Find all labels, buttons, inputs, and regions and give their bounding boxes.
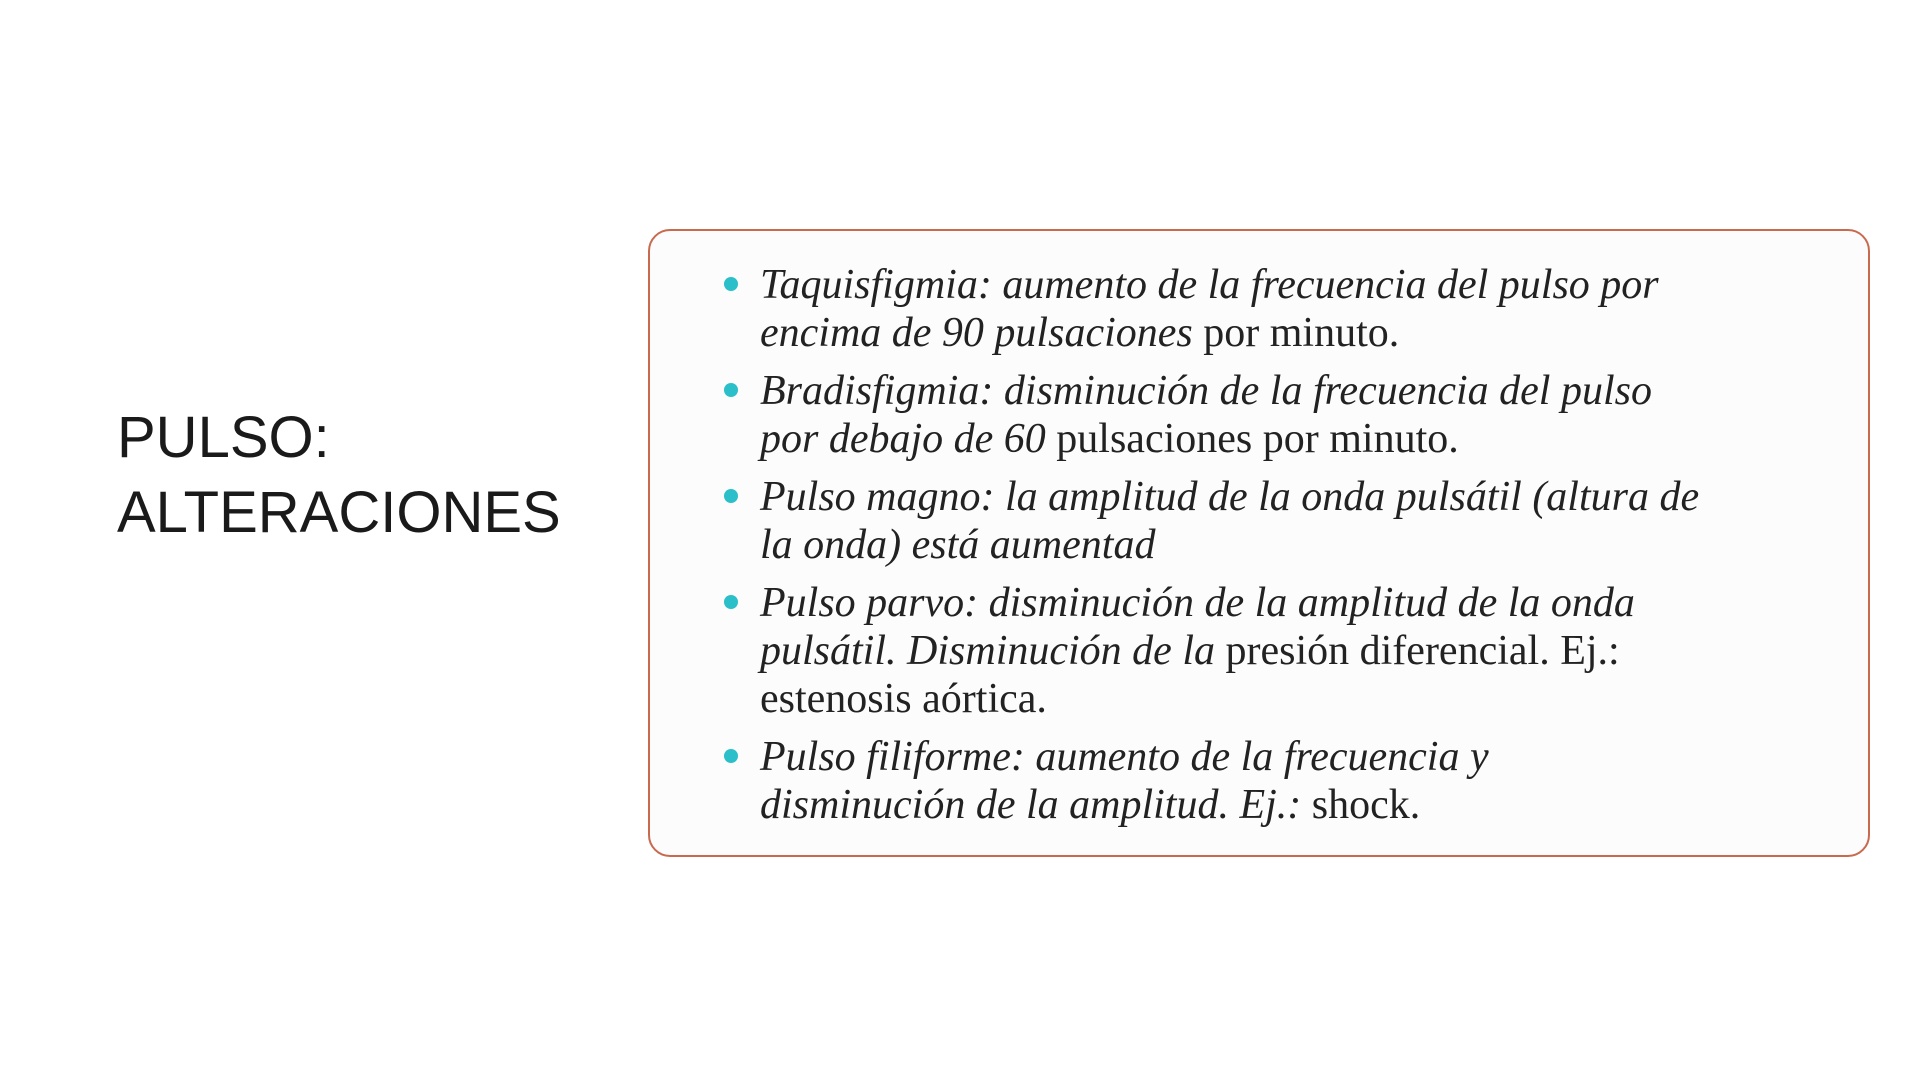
bullet-dot-icon [724,489,738,503]
bullet-dot-icon [724,749,738,763]
list-item-pulso-filiforme [760,733,1828,829]
item-text: Bradisfigmia: disminución de la frecuencia del pulso [760,368,1652,414]
list-item-pulso-parvo [760,579,1828,723]
item-text: Taquisfigmia: aumento de la frecuencia del pulso por [760,262,1659,308]
item-text: encima de 90 pulsaciones [760,310,1193,356]
item-text: estenosis aórtica. [760,676,1047,722]
alterations-list [650,231,1868,829]
content-box [648,229,1870,857]
item-text: shock. [1301,782,1421,828]
item-text: disminución de la amplitud. Ej.: [760,782,1302,828]
item-text: pulsaciones por minuto. [1045,416,1459,462]
slide-title-line-1: PULSO: [117,405,330,470]
list-item-pulso-magno [760,473,1828,569]
slide-title-line-2: ALTERACIONES [117,480,561,545]
item-text: por minuto. [1192,310,1400,356]
item-text: presión diferencial. Ej.: [1215,628,1620,674]
item-text: Pulso magno: la amplitud de la onda pulsátil (altura de [760,474,1700,520]
bullet-dot-icon [724,383,738,397]
bullet-dot-icon [724,595,738,609]
item-text: la onda) está aumentad [760,522,1156,568]
list-item-taquisfigmia [760,261,1828,357]
slide-title [117,400,637,550]
item-text: pulsátil. Disminución de la [760,628,1215,674]
item-text: Pulso parvo: disminución de la amplitud de la onda [760,580,1635,626]
item-text: Pulso filiforme: aumento de la frecuencia y [760,734,1489,780]
list-item-bradisfigmia [760,367,1828,463]
bullet-dot-icon [724,277,738,291]
item-text: por debajo de 60 [760,416,1046,462]
